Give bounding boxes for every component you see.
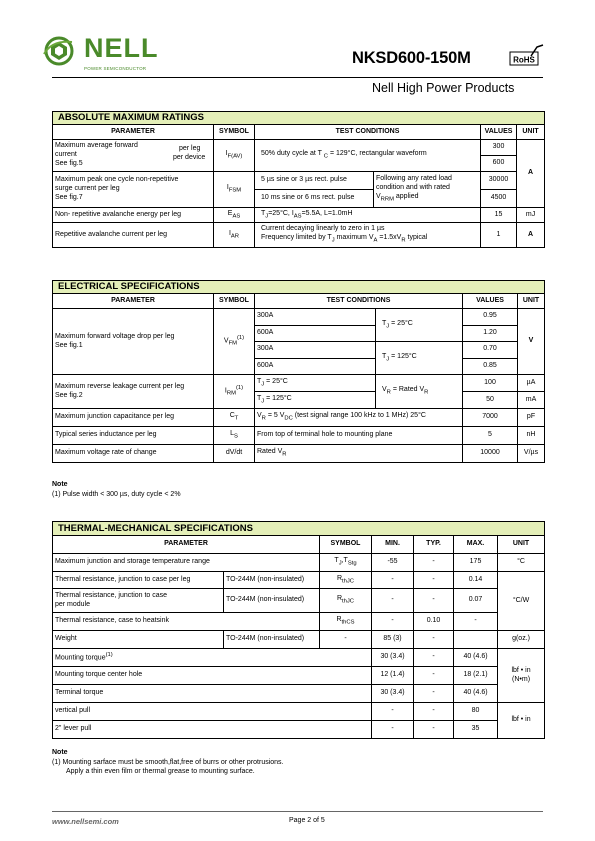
unit-cell: µA [518, 375, 545, 392]
column-header: SYMBOL [320, 536, 372, 554]
parameter-cell: Non- repetitive avalanche energy per leg [53, 208, 214, 223]
condition-cell: 300A [255, 342, 376, 359]
typ-cell: - [414, 685, 454, 703]
condition-cell: 600A [255, 358, 376, 375]
unit-cell: pF [518, 409, 545, 427]
symbol-cell: $T_J,T_{Stg}$ [320, 554, 372, 572]
parameter-cell [53, 140, 214, 172]
value-cell: 10000 [463, 445, 518, 463]
condition-cell: $T_J = 125^\circ C$ [255, 392, 376, 409]
unit-cell: °C [498, 554, 545, 572]
min-cell: - [372, 721, 414, 739]
param-line: See fig.5 [55, 159, 83, 167]
column-header: VALUES [481, 125, 517, 140]
column-header: SYMBOL [214, 294, 255, 309]
footer-divider [52, 811, 543, 812]
symbol-cell: $L_S$ [214, 427, 255, 445]
thermal-mechanical-table [52, 521, 545, 739]
unit-cell: V [518, 309, 545, 375]
value-cell: 1 [481, 223, 517, 248]
condition-note-cell: Following any rated load condition and with rated $V_{RRM}$ applied [374, 172, 481, 208]
part-number: NKSD600-150M [352, 49, 471, 67]
package-cell: TO-244M (non-insulated) [224, 589, 320, 613]
parameter-cell: Thermal resistance, junction to case per leg [53, 572, 224, 589]
condition-cell: Rated $V_R$ [255, 445, 463, 463]
min-cell: -55 [372, 554, 414, 572]
package-cell: TO-244M (non-insulated) [224, 572, 320, 589]
typ-cell: 85 (3) [372, 631, 414, 649]
condition-cell: 600A [255, 325, 376, 342]
symbol-cell: $E_{AS}$ [214, 208, 255, 223]
value-cell: 300 [481, 140, 517, 156]
condition-cell: $T_J=25^\circ C$, $I_{AS}=5.5A$, L=1.0mH [255, 208, 481, 223]
column-header: MIN. [372, 536, 414, 554]
max-cell: 40 (4.6) [454, 649, 498, 667]
value-cell: 15 [481, 208, 517, 223]
typ-cell: - [414, 667, 454, 685]
page-number: Page 2 of 5 [289, 817, 325, 824]
condition-cell: 10 ms sine or 6 ms rect. pulse [255, 190, 374, 208]
symbol-cell: $R_{thJC}$ [320, 572, 372, 589]
min-cell: 30 (3.4) [372, 649, 414, 667]
parameter-cell: Maximum peak one cycle non-repetitive surge current per leg See fig.7 [53, 172, 214, 208]
electrical-note: Note (1) Pulse width < 300 µs, duty cycle < 2% [52, 481, 181, 498]
symbol-cell: $R_{thCS}$ [320, 613, 372, 631]
parameter-cell: vertical pull [53, 703, 372, 721]
column-header: SYMBOL [214, 125, 255, 140]
unit-cell: lbf • in [498, 703, 545, 739]
min-cell: - [372, 589, 414, 613]
max-cell: 40 (4.6) [454, 685, 498, 703]
value-cell: 1.20 [463, 325, 518, 342]
header-divider [52, 77, 543, 78]
condition-cell: $V_R = 5$ $V_{DC}$ (test signal range 100 kHz to 1 MHz) 25°C [255, 409, 463, 427]
value-cell: 0.85 [463, 358, 518, 375]
condition-cell: 50% duty cycle at T $_C$ = 129°C, rectangular waveform [255, 140, 481, 172]
typ-cell: - [414, 649, 454, 667]
brand-name: NELL [84, 33, 159, 63]
column-header: PARAMETER [53, 536, 320, 554]
value-cell: 7000 [463, 409, 518, 427]
unit-cell: g(oz.) [498, 631, 545, 649]
condition-cell: $T_J = 25^\circ C$ [255, 375, 376, 392]
parameter-cell: 2" lever pull [53, 721, 372, 739]
parameter-cell: Typical series inductance per leg [53, 427, 214, 445]
section-title: THERMAL-MECHANICAL SPECIFICATIONS [53, 522, 545, 536]
unit-cell: A [517, 223, 545, 248]
parameter-cell: Repetitive avalanche current per leg [53, 223, 214, 248]
parameter-cell: Maximum voltage rate of change [53, 445, 214, 463]
column-header: UNIT [498, 536, 545, 554]
section-title: ELECTRICAL SPECIFICATIONS [53, 281, 545, 294]
column-header: VALUES [463, 294, 518, 309]
symbol-cell: $V_{FM}^{(1)}$ [214, 309, 255, 375]
min-cell: - [320, 631, 372, 649]
unit-cell: V/µs [518, 445, 545, 463]
rohs-label: RoHS [513, 55, 535, 65]
value-cell: 0.70 [463, 342, 518, 359]
condition-cell: $V_R$ = Rated $V_R$ [376, 375, 463, 409]
package-cell: TO-244M (non-insulated) [224, 631, 320, 649]
max-cell: 18 (2.1) [454, 667, 498, 685]
section-title: ABSOLUTE MAXIMUM RATINGS [53, 112, 545, 125]
product-line-title: Nell High Power Products [372, 81, 515, 95]
max-cell: 0.14 [454, 572, 498, 589]
typ-cell: 0.10 [414, 613, 454, 631]
parameter-cell: Weight [53, 631, 224, 649]
min-cell: 12 (1.4) [372, 667, 414, 685]
electrical-specs-table [52, 280, 545, 463]
value-cell: 0.95 [463, 309, 518, 326]
min-cell: - [372, 703, 414, 721]
typ-cell: - [414, 703, 454, 721]
max-cell: 35 [454, 721, 498, 739]
symbol-cell: $I_{RM}^{(1)}$ [214, 375, 255, 409]
max-cell: 175 [454, 554, 498, 572]
temperature-cell: $T_J = 25^\circ C$ [376, 309, 463, 342]
symbol-cell: $I_{AR}$ [214, 223, 255, 248]
symbol-cell: $I_{F(AV)}$ [214, 140, 255, 172]
per-leg-label: per leg [179, 145, 201, 152]
typ-cell: - [414, 589, 454, 613]
typ-cell: - [414, 554, 454, 572]
value-cell: 50 [463, 392, 518, 409]
symbol-cell: $I_{FSM}$ [214, 172, 255, 208]
value-cell: 100 [463, 375, 518, 392]
max-cell: - [414, 631, 454, 649]
value-cell: 5 [463, 427, 518, 445]
parameter-cell: Terminal torque [53, 685, 372, 703]
column-header: MAX. [454, 536, 498, 554]
column-header: UNIT [517, 125, 545, 140]
max-cell: 0.07 [454, 589, 498, 613]
condition-cell: 300A [255, 309, 376, 326]
parameter-cell: Maximum junction and storage temperature range [53, 554, 320, 572]
value-cell: 30000 [481, 172, 517, 190]
parameter-cell: Maximum forward voltage drop per leg See fig.1 [53, 309, 214, 375]
value-cell: 4500 [481, 190, 517, 208]
symbol-cell: $C_T$ [214, 409, 255, 427]
parameter-cell: Maximum reverse leakage current per leg See fig.2 [53, 375, 214, 409]
min-cell: 30 (3.4) [372, 685, 414, 703]
max-cell: 80 [454, 703, 498, 721]
column-header: TEST CONDITIONS [255, 294, 463, 309]
thermal-note: Note (1) Mounting sarface must be smooth,flat,free of burrs or other protrusions. Apply a thin even film or thermal grease to mounting surface. [52, 749, 284, 775]
typ-cell: - [414, 572, 454, 589]
condition-cell: 5 µs sine or 3 µs rect. pulse [255, 172, 374, 190]
condition-cell: Current decaying linearly to zero in 1 µs Frequency limited by $T_J$ maximum $V_A =1.5xV_R$ typical [255, 223, 481, 248]
value-cell: 600 [481, 156, 517, 172]
parameter-cell: Mounting torque center hole [53, 667, 372, 685]
column-header: TYP. [414, 536, 454, 554]
symbol-cell: dV/dt [214, 445, 255, 463]
column-header: UNIT [518, 294, 545, 309]
typ-cell: - [414, 721, 454, 739]
temperature-cell: $T_J = 125^\circ C$ [376, 342, 463, 375]
param-line: current [55, 151, 77, 159]
parameter-cell: Maximum junction capacitance per leg [53, 409, 214, 427]
unit-cell: mJ [517, 208, 545, 223]
parameter-cell: Thermal resistance, case to heatsink [53, 613, 320, 631]
absolute-max-ratings-table [52, 111, 545, 248]
unit-cell: °C/W [498, 572, 545, 631]
per-device-label: per device [173, 154, 206, 161]
condition-cell: From top of terminal hole to mounting plane [255, 427, 463, 445]
min-cell: - [372, 572, 414, 589]
unit-cell: lbf • in (N•m) [498, 649, 545, 703]
column-header: PARAMETER [53, 294, 214, 309]
max-cell: - [454, 613, 498, 631]
unit-cell: nH [518, 427, 545, 445]
min-cell: - [372, 613, 414, 631]
symbol-cell: $R_{thJC}$ [320, 589, 372, 613]
column-header: PARAMETER [53, 125, 214, 140]
rohs-badge-icon [509, 44, 545, 70]
parameter-cell: Mounting torque$^{(1)}$ [53, 649, 372, 667]
unit-cell: A [517, 140, 545, 208]
footer-url[interactable]: www.nellsemi.com [52, 817, 119, 826]
brand-subtitle: POWER SEMICONDUCTOR [84, 66, 147, 71]
param-line: Maximum average forward [55, 142, 138, 150]
column-header: TEST CONDITIONS [255, 125, 481, 140]
unit-cell: mA [518, 392, 545, 409]
empty-cell [454, 631, 498, 649]
parameter-cell: Thermal resistance, junction to case per module [53, 589, 224, 613]
